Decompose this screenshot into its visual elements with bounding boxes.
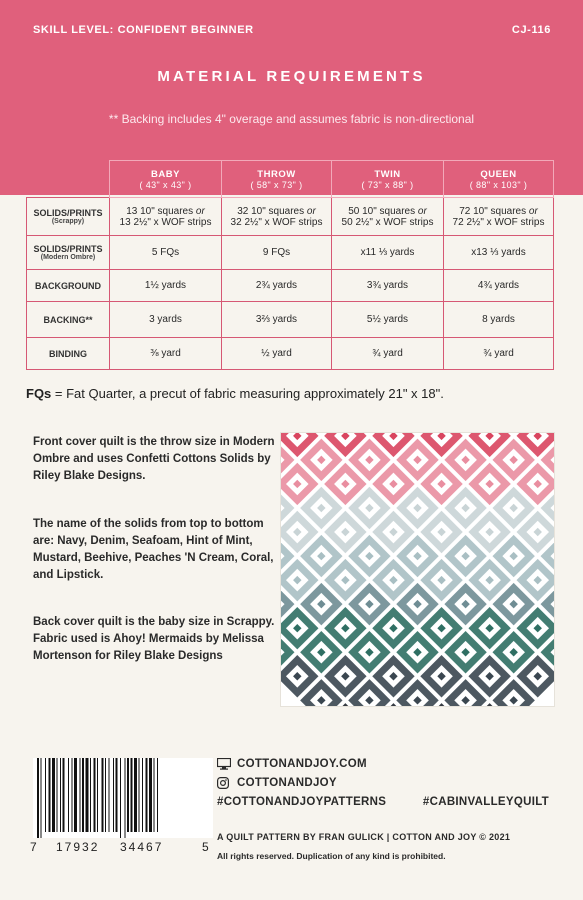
barcode-bar [125, 758, 126, 838]
material-requirements-title: MATERIAL REQUIREMENTS [157, 68, 426, 85]
barcode-digits: 17932 [56, 840, 100, 854]
barcode-bar [72, 758, 73, 832]
size-header-row [27, 161, 554, 198]
barcode-bar [146, 758, 148, 832]
barcode-bar [105, 758, 106, 832]
table-row: SOLIDS/PRINTS (Scrappy) 13 10" squares or 13 2½" x WOF strips 32 10" squares or 32 2½" x WOF strips 50 10" squares or 50 2½" x WOF strips 72 10" squares or 72 2½" x WOF strips [27, 198, 554, 236]
back-cover-paragraph: Back cover quilt is the baby size in Scrappy. Fabric used is Ahoy! Mermaids by Melissa Mortenson for Riley Blake Designs [33, 616, 275, 662]
barcode-digit: 7 [30, 840, 39, 854]
barcode-bar [49, 758, 51, 832]
requirements-table [26, 160, 554, 370]
size-col-throw: THROW ( 58" x 73" ) [222, 161, 332, 198]
instagram-link[interactable]: COTTONANDJOY [217, 777, 337, 789]
barcode-bar [109, 758, 110, 832]
quilt-photo [281, 433, 554, 706]
barcode-bar [45, 758, 46, 832]
skill-level: SKILL LEVEL: CONFIDENT BEGINNER [33, 24, 254, 36]
barcode-bar [68, 758, 69, 832]
backing-note: ** Backing includes 4" overage and assumes fabric is non-directional [108, 112, 475, 126]
barcode [33, 758, 213, 838]
barcode-bar [116, 758, 118, 832]
size-col-baby: BABY ( 43" x 43" ) [110, 161, 222, 198]
barcode-bar [134, 758, 137, 832]
table-row: BINDING ⅜ yard ½ yard ¾ yard ¾ yard [27, 338, 554, 370]
rights-notice: All rights reserved. Duplication of any kind is prohibited. [217, 851, 446, 861]
barcode-bar [154, 758, 155, 832]
quilt-image [281, 433, 554, 706]
barcode-digit: 5 [202, 840, 211, 854]
barcode-bar [127, 758, 129, 832]
barcode-bar [57, 758, 58, 832]
instagram-icon [217, 777, 231, 789]
barcode-bar [41, 758, 42, 838]
barcode-bar [113, 758, 114, 832]
table-row: BACKING** 3 yards 3⅔ yards 5½ yards 8 yards [27, 302, 554, 338]
barcode-bar [94, 758, 96, 832]
table-row: SOLIDS/PRINTS (Modern Ombre) 5 FQs 9 FQs x11 ⅓ yards x13 ⅓ yards [27, 236, 554, 270]
barcode-digits: 34467 [120, 840, 164, 854]
barcode-bar [74, 758, 77, 832]
size-col-queen: QUEEN ( 88" x 103" ) [444, 161, 554, 198]
barcode-bar [102, 758, 104, 832]
barcode-bar [82, 758, 84, 832]
barcode-bar [120, 758, 121, 838]
front-cover-paragraph: Front cover quilt is the throw size in Modern Ombre and uses Confetti Cottons Solids by Riley Blake Designs. [33, 436, 275, 482]
hashtag-quilt: #CABINVALLEYQUILT [422, 796, 549, 808]
barcode-bar [142, 758, 143, 832]
barcode-bar [90, 758, 91, 832]
fat-quarter-note: FQs = Fat Quarter, a precut of fabric measuring approximately 21" x 18". [26, 386, 444, 401]
website-link[interactable]: COTTONANDJOY.COM [217, 758, 367, 770]
barcode-bar [97, 758, 98, 832]
pattern-code: CJ-116 [511, 24, 551, 36]
barcode-bar [37, 758, 39, 838]
barcode-bars [33, 758, 213, 838]
barcode-bar [139, 758, 140, 832]
barcode-bar [63, 758, 65, 832]
hashtag-patterns: #COTTONANDJOYPATTERNS [217, 796, 387, 808]
table-row: BACKGROUND 1½ yards 2¾ yards 3¾ yards 4¾ yards [27, 270, 554, 302]
monitor-icon [217, 758, 231, 770]
barcode-bar [149, 758, 152, 832]
barcode-bar [131, 758, 133, 832]
size-col-twin: TWIN ( 73" x 88" ) [332, 161, 444, 198]
solids-paragraph: The name of the solids from top to bottom are: Navy, Denim, Seafoam, Hint of Mint, Mustard, Beehive, Peaches 'N Cream, Coral, and Lipstick. [33, 518, 274, 581]
barcode-bar [157, 758, 158, 832]
barcode-bar [80, 758, 81, 832]
barcode-bar [60, 758, 61, 832]
barcode-bar [86, 758, 89, 832]
pattern-credit: A QUILT PATTERN BY FRAN GULICK | COTTON AND JOY © 2021 [217, 832, 511, 842]
barcode-bar [52, 758, 55, 832]
